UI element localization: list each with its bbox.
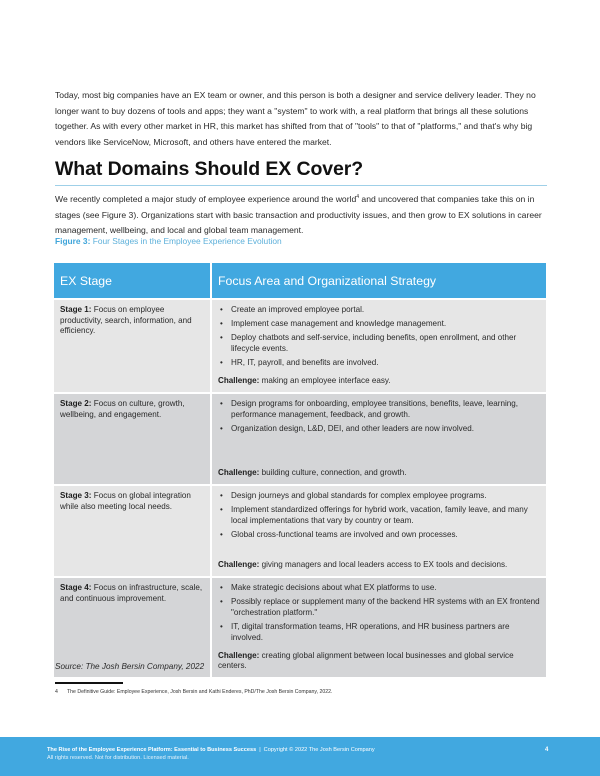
stage-cell xyxy=(54,485,211,577)
bullet-item: • Possibly replace or supplement many of the backend HR systems with an EX frontend "orchestration platform." xyxy=(218,597,540,618)
bullet-item: • Implement case management and knowledge management. xyxy=(218,319,540,330)
footer-copyright: Copyright © 2022 The Josh Bersin Company xyxy=(263,747,375,753)
focus-cell xyxy=(211,485,546,577)
focus-cell xyxy=(211,393,546,485)
challenge-text xyxy=(218,372,540,387)
focus-cell xyxy=(211,577,546,677)
footnote-number: 4 xyxy=(55,689,58,695)
focus-bullet-list xyxy=(218,583,540,647)
stage-label: Stage 2: xyxy=(60,398,92,408)
focus-bullet-list xyxy=(218,399,540,438)
table-row-stage-3 xyxy=(54,485,546,577)
table-row-stage-1 xyxy=(54,299,546,393)
challenge-text xyxy=(218,556,540,571)
focus-cell xyxy=(211,299,546,393)
stage-label: Stage 4: xyxy=(60,582,92,592)
stages-table xyxy=(54,263,546,677)
figure-title: Four Stages in the Employee Experience Evolution xyxy=(90,236,282,246)
header-ex-stage: EX Stage xyxy=(54,263,211,299)
footnote-ref[interactable]: 4 xyxy=(356,194,360,201)
bullet-item: • Design programs for onboarding, employee transitions, benefits, leave, learning, performance management, feedback, and growth. xyxy=(218,399,540,420)
figure-caption xyxy=(55,236,550,246)
section-paragraph-part1: We recently completed a major study of employee experience around the world xyxy=(55,194,357,204)
bullet-item: • Organization design, L&D, DEI, and other leaders are now involved. xyxy=(218,424,540,435)
challenge-description: creating global alignment between local businesses and global service centers. xyxy=(218,650,514,671)
bullet-item: • Deploy chatbots and self-service, including benefits, open enrollment, and other lifecycle events. xyxy=(218,333,540,354)
footer-line-1 xyxy=(47,747,375,753)
stage-text: Focus on global integration while also meeting local needs. xyxy=(60,490,191,511)
intro-paragraph: Today, most big companies have an EX team or owner, and this person is both a designer and service delivery leader. They no longer want to buy dozens of tools and apps; they want a "system" to work with, a real platform that brings all these solutions together. As with every other market in HR, this market has shifted from that of "tools" to that of "platforms," and that's why big vendors like ServiceNow, Microsoft, and others have entered the market. xyxy=(55,90,536,147)
challenge-description: building culture, connection, and growth. xyxy=(259,468,407,478)
page-footer xyxy=(0,737,600,776)
challenge-label: Challenge: xyxy=(218,650,260,660)
figure-source: Source: The Josh Bersin Company, 2022 xyxy=(55,662,205,671)
challenge-text xyxy=(218,647,540,672)
stage-text: Focus on employee productivity, search, information, and efficiency. xyxy=(60,305,192,336)
page-number: 4 xyxy=(545,747,549,753)
focus-bullet-list xyxy=(218,305,540,372)
stage-label: Stage 1: xyxy=(60,305,92,314)
footer-separator: | xyxy=(259,747,261,753)
bullet-item: • Design journeys and global standards for complex employee programs. xyxy=(218,491,540,502)
challenge-text xyxy=(218,464,540,479)
header-focus-area: Focus Area and Organizational Strategy xyxy=(211,263,546,299)
footnote xyxy=(55,689,332,695)
footnote-divider xyxy=(55,682,123,684)
table-header-row xyxy=(54,263,546,299)
figure-label: Figure 3: xyxy=(55,236,91,246)
footnote-text: The Definitive Guide: Employee Experience, Josh Bersin and Kathi Enderes, PhD/The Josh Bersin Company, 2022. xyxy=(67,689,333,695)
footer-rights: All rights reserved. Not for distribution. Licensed material. xyxy=(47,754,189,761)
bullet-item: • Implement standardized offerings for hybrid work, vacation, family leave, and many local implementations that vary by country or team. xyxy=(218,505,540,526)
stage-text: Focus on infrastructure, scale, and continuous improvement. xyxy=(60,582,203,603)
bullet-item: • IT, digital transformation teams, HR operations, and HR business partners are involved. xyxy=(218,622,540,643)
stage-label: Stage 3: xyxy=(60,490,92,500)
bullet-item: • Create an improved employee portal. xyxy=(218,305,540,316)
section-heading: What Domains Should EX Cover? xyxy=(55,158,547,186)
challenge-label: Challenge: xyxy=(218,376,260,386)
footer-title: The Rise of the Employee Experience Platform: Essential to Business Success xyxy=(47,747,257,753)
challenge-label: Challenge: xyxy=(218,560,260,570)
table-row-stage-2 xyxy=(54,393,546,485)
stage-text: Focus on culture, growth, wellbeing, and engagement. xyxy=(60,398,185,419)
focus-bullet-list xyxy=(218,491,540,544)
challenge-description: making an employee interface easy. xyxy=(259,376,391,386)
section-paragraph-part2: and uncovered that companies take this on in stages (see Figure 3). Organizations start with basic transaction and productivity issues, and then grow to EX solutions in career management, wellbeing, and local and global team management. xyxy=(55,194,542,236)
bullet-item: • Global cross-functional teams are involved and own processes. xyxy=(218,530,540,541)
stage-cell xyxy=(54,393,211,485)
section-paragraph xyxy=(55,192,550,239)
challenge-description: giving managers and local leaders access to EX tools and decisions. xyxy=(259,560,508,570)
bullet-item: • HR, IT, payroll, and benefits are involved. xyxy=(218,358,540,369)
stage-cell xyxy=(54,299,211,393)
challenge-label: Challenge: xyxy=(218,468,260,478)
bullet-item: • Make strategic decisions about what EX platforms to use. xyxy=(218,583,540,594)
